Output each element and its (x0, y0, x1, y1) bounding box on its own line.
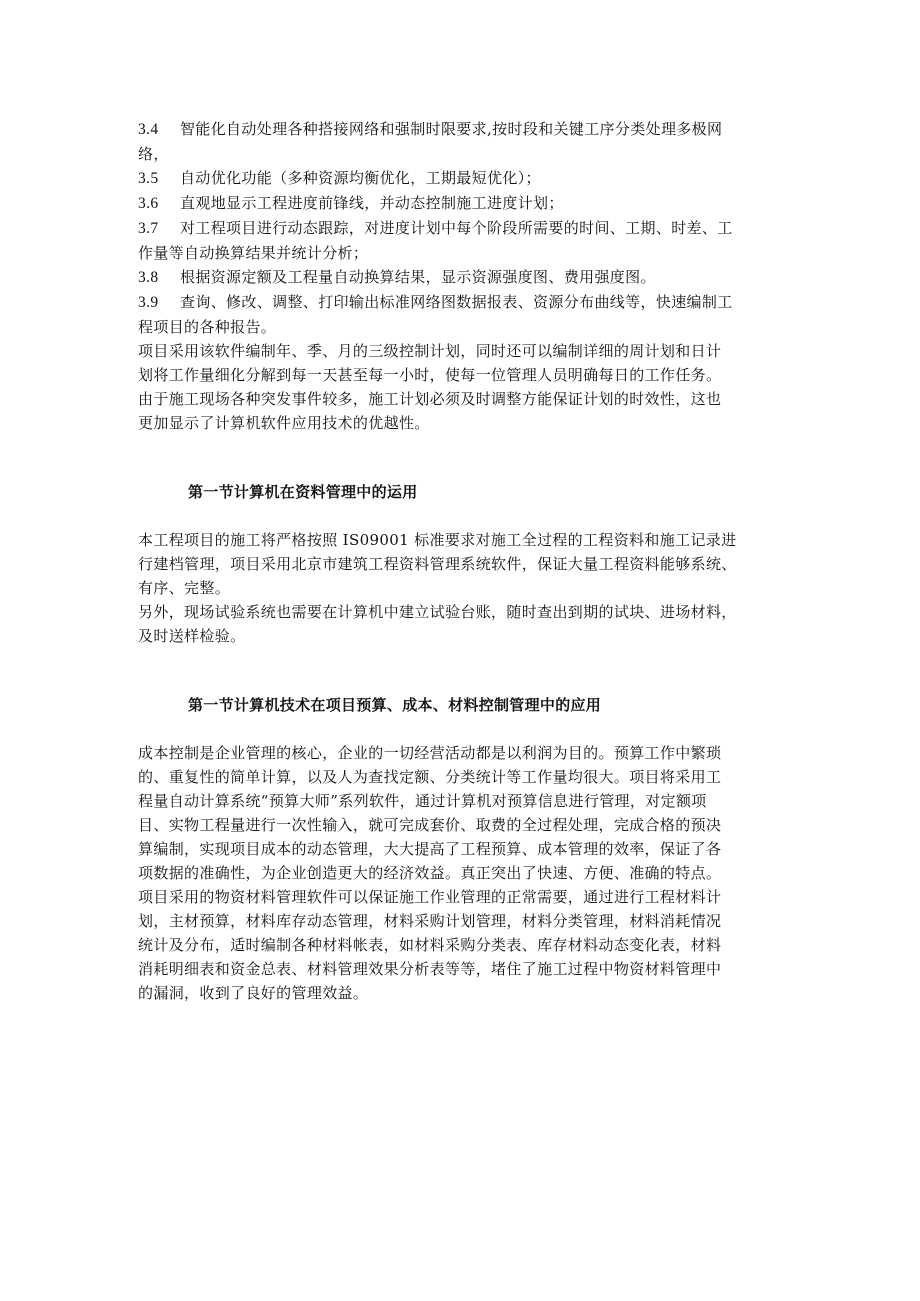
item-number: 3.4 (138, 121, 159, 138)
paragraph-line: 程量自动计算系统“预算大师”系列软件，通过计算机对预算信息进行管理，对定额项 (138, 792, 707, 810)
intro-paragraph (138, 339, 798, 435)
list-item-line (138, 117, 798, 142)
section-heading-budget-cost-material: 第一节计算机技术在项目预算、成本、材料控制管理中的应用 (188, 696, 602, 714)
list-item-line (138, 191, 798, 216)
section2-paragraph-2 (138, 885, 798, 1005)
paragraph-line: 消耗明细表和资金总表、材料管理效果分析表等等，堵住了施工过程中物资材料管理中 (138, 960, 722, 978)
paragraph-line: 的、重复性的简单计算，以及人为查找定额、分类统计等工作量均很大。项目将采用工 (138, 768, 722, 786)
list-item-3-6 (138, 191, 798, 216)
item-number: 3.6 (138, 195, 159, 212)
item-number: 3.7 (138, 220, 159, 237)
section2-paragraph-1 (138, 741, 798, 885)
item-number: 3.9 (138, 294, 159, 311)
section1-paragraph-1 (138, 528, 798, 600)
paragraph-line: 本工程项目的施工将严格按照 IS09001 标准要求对施工全过程的工程资料和施工记录进 (138, 531, 737, 549)
list-item-3-4 (138, 117, 798, 166)
item-text: 对工程项目进行动态跟踪，对进度计划中每个阶段所需要的时间、工期、时差、工 (180, 219, 733, 237)
paragraph-line: 及时送样检验。 (138, 627, 246, 645)
paragraph-line: 成本控制是企业管理的核心，企业的一切经营活动都是以利润为目的。预算工作中繁琐 (138, 744, 722, 762)
list-item-3-8 (138, 265, 798, 290)
item-text: 直观地显示工程进度前锋线，并动态控制施工进度计划； (180, 194, 564, 212)
document-page (138, 117, 798, 1005)
paragraph-line: 更加显示了计算机软件应用技术的优越性。 (138, 414, 430, 432)
list-item-line: 程项目的各种报告。 (138, 318, 277, 336)
list-item-3-7 (138, 216, 798, 265)
item-text: 根据资源定额及工程量自动换算结果，显示资源强度图、费用强度图。 (180, 268, 656, 286)
item-text: 智能化自动处理各种搭接网络和强制时限要求,按时段和关键工序分类处理多极网 (180, 120, 723, 138)
paragraph-line: 行建档管理，项目采用北京市建筑工程资料管理系统软件，保证大量工程资料能够系统、 (138, 555, 737, 573)
paragraph-line: 算编制，实现项目成本的动态管理，大大提高了工程预算、成本管理的效率，保证了各 (138, 840, 722, 858)
paragraph-line: 划，主材预算，材料库存动态管理，材料采购计划管理，材料分类管理，材料消耗情况 (138, 912, 722, 930)
paragraph-line: 划将工作量细化分解到每一天甚至每一小时，使每一位管理人员明确每日的工作任务。 (138, 366, 722, 384)
paragraph-line: 有序、完整。 (138, 579, 231, 597)
item-text: 查询、修改、调整、打印输出标准网络图数据报表、资源分布曲线等，快速编制工 (180, 293, 733, 311)
section-heading-document-management: 第一节计算机在资料管理中的运用 (188, 483, 418, 501)
section1-paragraph-2 (138, 600, 798, 648)
paragraph-line: 的漏洞，收到了良好的管理效益。 (138, 984, 369, 1002)
list-item-3-5 (138, 166, 798, 191)
numbered-list (138, 117, 798, 339)
item-number: 3.8 (138, 269, 159, 286)
paragraph-line: 统计及分布，适时编制各种材料帐表，如材料采购分类表、库存材料动态变化表，材料 (138, 936, 722, 954)
paragraph-line: 项目采用该软件编制年、季、月的三级控制计划，同时还可以编制详细的周计划和日计 (138, 342, 722, 360)
paragraph-line: 项目采用的物资材料管理软件可以保证施工作业管理的正常需要，通过进行工程材料计 (138, 888, 722, 906)
list-item-line: 络， (138, 145, 169, 163)
item-text: 自动优化功能（多种资源均衡优化，工期最短优化）； (180, 169, 541, 187)
list-item-line (138, 216, 798, 241)
item-number: 3.5 (138, 170, 159, 187)
list-item-line: 作量等自动换算结果并统计分析； (138, 244, 369, 262)
paragraph-line: 另外，现场试验系统也需要在计算机中建立试验台账，随时查出到期的试块、进场材料， (138, 603, 737, 621)
list-item-line (138, 265, 798, 290)
list-item-line (138, 166, 798, 191)
paragraph-line: 项数据的准确性，为企业创造更大的经济效益。真正突出了快速、方便、准确的特点。 (138, 864, 722, 882)
paragraph-line: 目、实物工程量进行一次性输入，就可完成套价、取费的全过程处理，完成合格的预决 (138, 816, 722, 834)
paragraph-line: 由于施工现场各种突发事件较多，施工计划必须及时调整方能保证计划的时效性，这也 (138, 390, 722, 408)
list-item-3-9 (138, 290, 798, 339)
list-item-line (138, 290, 798, 315)
